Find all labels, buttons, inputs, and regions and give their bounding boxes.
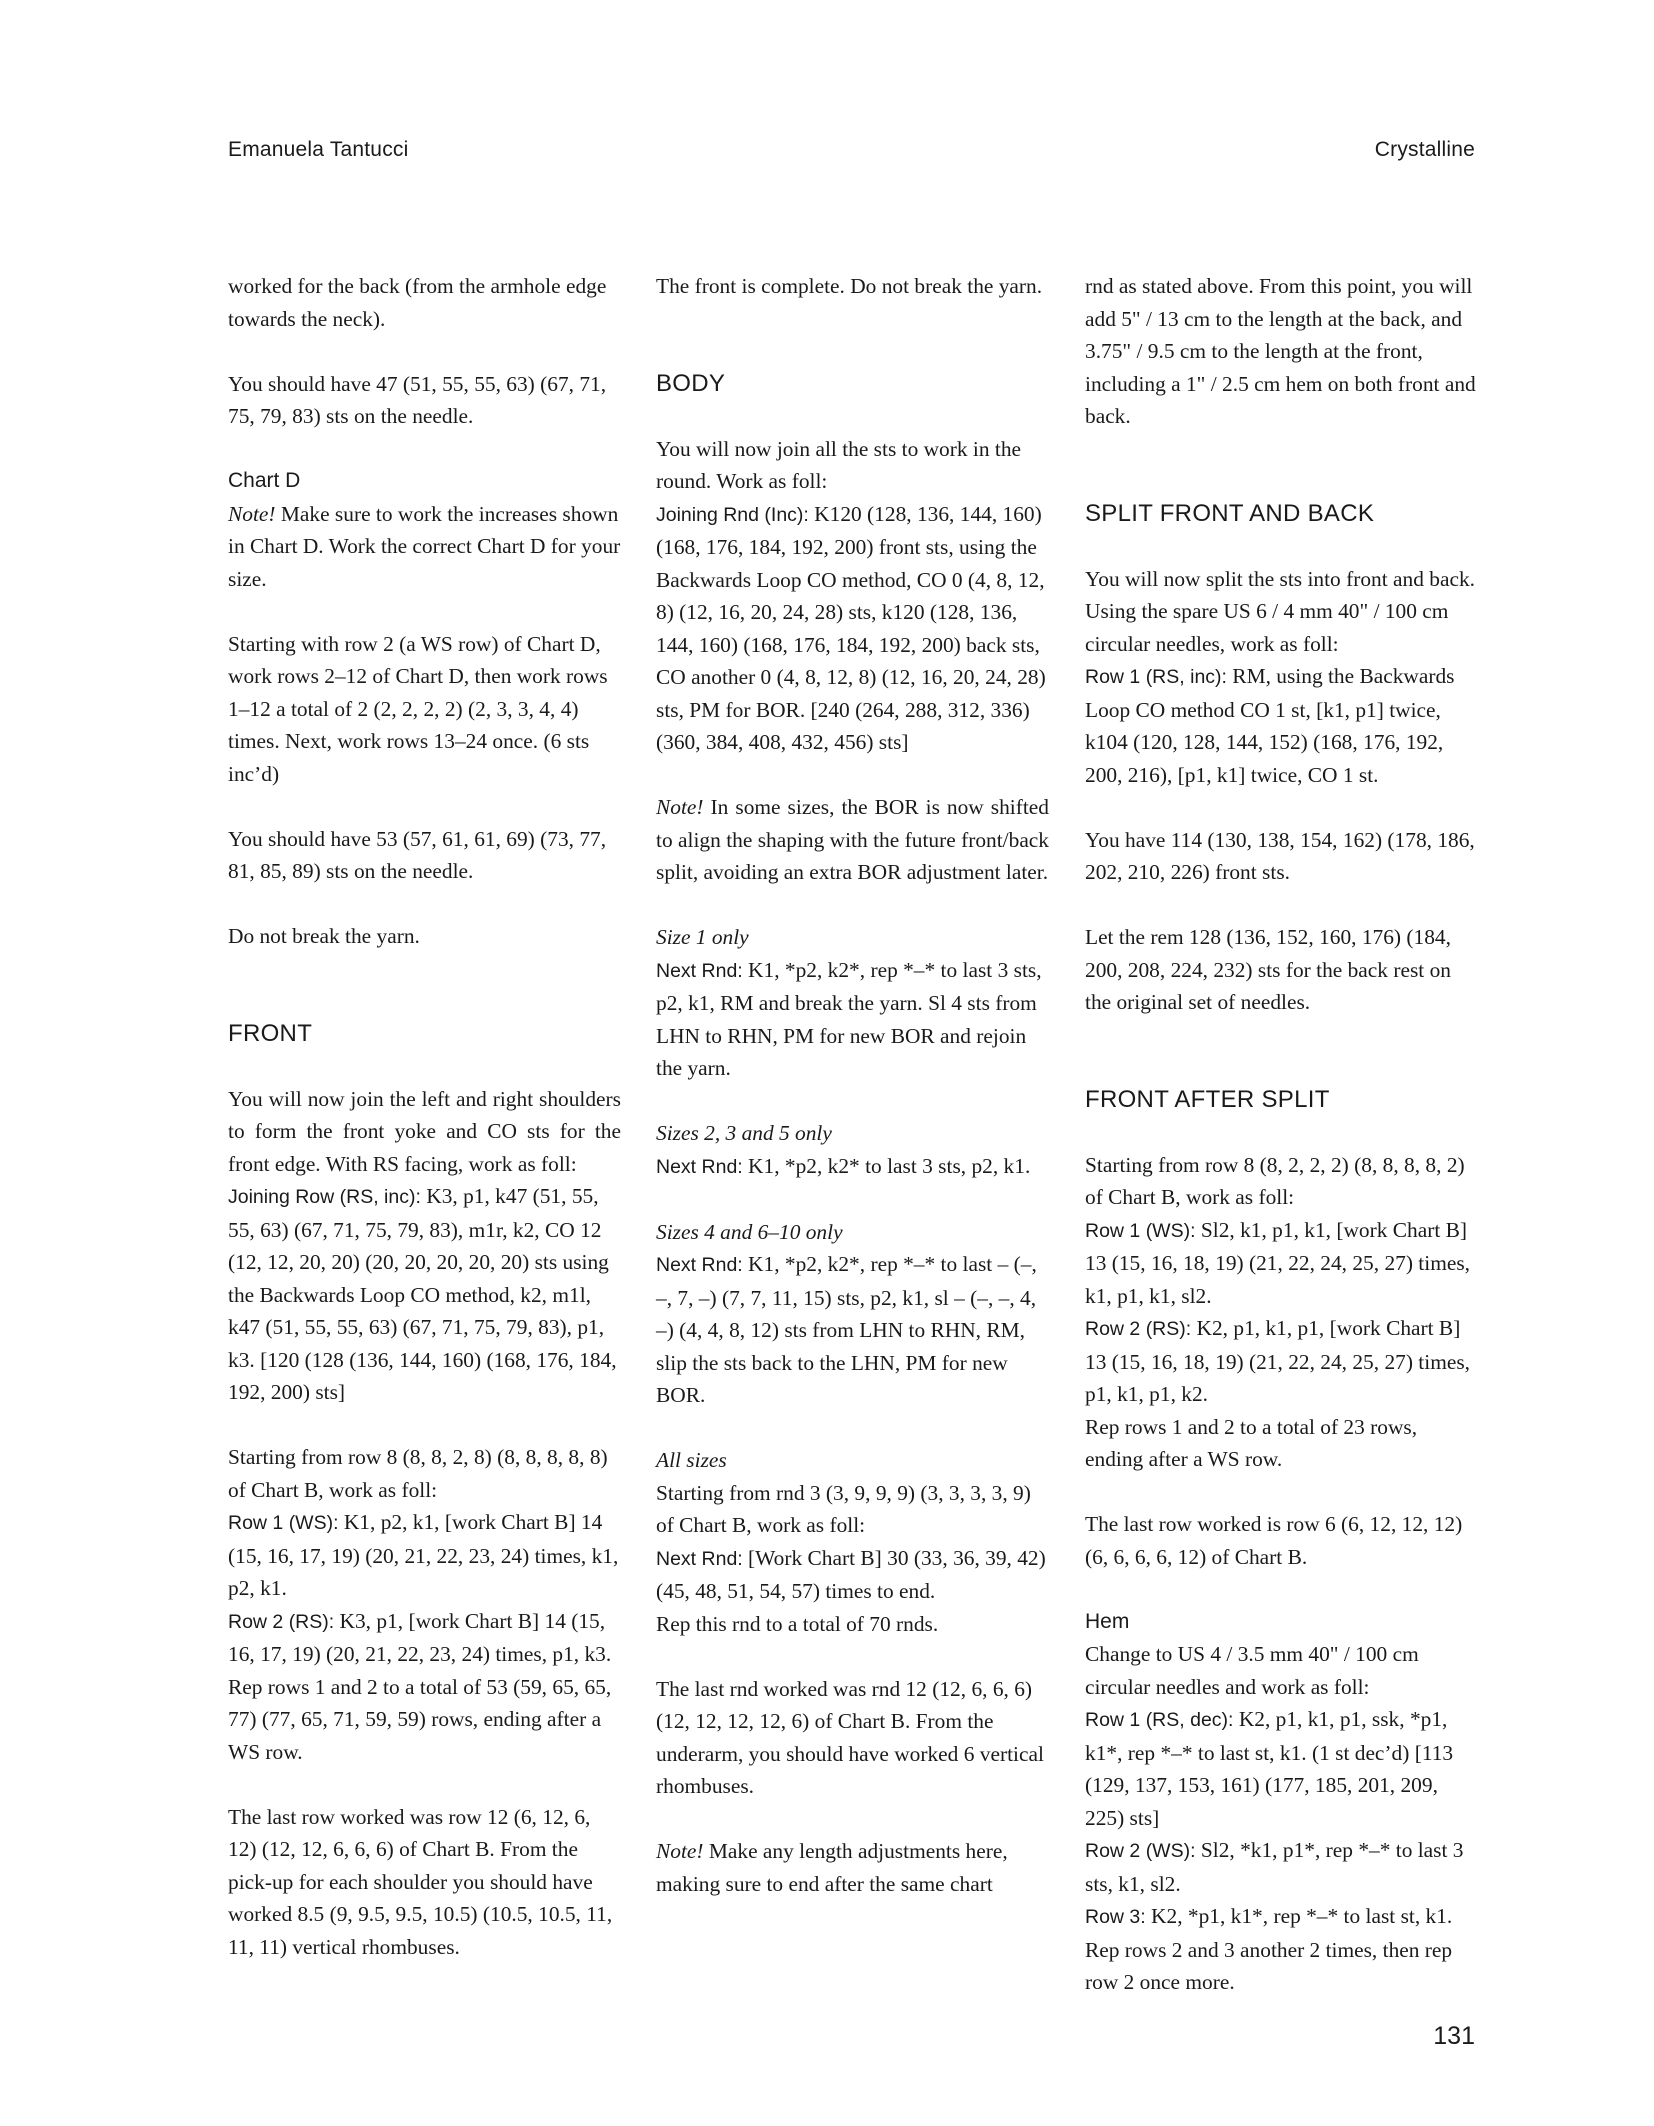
running-head [228, 138, 1475, 168]
instruction-label: Row 1 (RS, inc): [1085, 666, 1227, 688]
page-number: 131 [1433, 2022, 1475, 2050]
size-label: Sizes 4 and 6–10 only [656, 1219, 843, 1244]
paragraph: Rep this rnd to a total of 70 rnds. [656, 1611, 939, 1636]
size-label: Size 1 only [656, 925, 749, 949]
paragraph: You should have 53 (57, 61, 61, 69) (73, 77, 81, 85, 89) sts on the needle. [228, 826, 607, 883]
instruction-label: Row 2 (RS): [1085, 1318, 1192, 1340]
paragraph: Rep rows 1 and 2 to a total of 53 (59, 65, 65, 77) (77, 65, 71, 59, 59) rows, ending after a WS row. [228, 1674, 612, 1764]
pattern-title: Crystalline [1374, 138, 1475, 161]
row-instruction: Row 1 (RS, dec): K2, p1, k1, p1, ssk, *p1, k1*, rep *–* to last st, k1. (1 st dec’d) [113 (129, 137, 153, 161) (177, 185, 201, 209, 225) sts] [1085, 1707, 1454, 1830]
column-2 [656, 270, 1049, 1900]
row-instruction: Row 2 (RS): K3, p1, [work Chart B] 14 (15, 16, 17, 19) (20, 21, 22, 23, 24) times, p1, k3. [228, 1608, 612, 1666]
note-paragraph: Note! Make sure to work the increases shown in Chart D. Work the correct Chart D for your size. [228, 501, 621, 591]
paragraph: The front is complete. Do not break the yarn. [656, 274, 1043, 298]
paragraph: Change to US 4 / 3.5 mm 40" / 100 cm circular needles and work as foll: [1085, 1642, 1419, 1699]
instruction-label: Row 1 (RS, dec): [1085, 1709, 1234, 1731]
paragraph: You will now join the left and right shoulders to form the front yoke and CO sts for the front edge. With RS facing, work as foll: [228, 1086, 621, 1176]
note-paragraph: Note! Make any length adjustments here, making sure to end after the same chart [656, 1839, 1008, 1896]
paragraph: Starting from row 8 (8, 2, 2, 2) (8, 8, 8, 8, 2) of Chart B, work as foll: [1085, 1152, 1465, 1209]
joining-rnd: Joining Rnd (Inc): K120 (128, 136, 144, 160) (168, 176, 184, 192, 200) front sts, using the Backwards Loop CO method, CO 0 (4, 8, 12, 8) (12, 16, 20, 24, 28) sts, k120 (128, 136, 144, 160) (168, 176, 184, 192, 200) back sts, CO another 0 (4, 8, 12, 8) (12, 16, 20, 24, 28) sts, PM for BOR. [240 (264, 288, 312, 336) (360, 384, 408, 432, 456) sts] [656, 501, 1046, 754]
paragraph: You will now split the sts into front and back. Using the spare US 6 / 4 mm 40" / 100 cm circular needles, work as foll: [1085, 566, 1475, 656]
size-label: Sizes 2, 3 and 5 only [656, 1121, 832, 1145]
column-1 [228, 270, 621, 1996]
paragraph: You have 114 (130, 138, 154, 162) (178, 186, 202, 210, 226) front sts. [1085, 827, 1475, 884]
row-instruction: Row 1 (WS): K1, p2, k1, [work Chart B] 14 (15, 16, 17, 19) (20, 21, 22, 23, 24) times, k1, p2, k1. [228, 1510, 619, 1600]
rnd-instruction: Next Rnd: K1, *p2, k2*, rep *–* to last – (–, –, 7, –) (7, 7, 11, 15) sts, p2, k1, sl – (–, –, 4, –) (4, 4, 8, 12) sts from LHN to RHN, RM, slip the sts back to the LHN, PM for new BOR. [656, 1252, 1037, 1407]
instruction-label: Row 2 (WS): [1085, 1840, 1196, 1862]
paragraph: You will now join all the sts to work in the round. Work as foll: [656, 436, 1022, 493]
rnd-instruction: Next Rnd: [Work Chart B] 30 (33, 36, 39, 42) (45, 48, 51, 54, 57) times to end. [656, 1545, 1046, 1603]
instruction-label: Next Rnd: [656, 959, 743, 982]
size-label: All sizes [656, 1448, 727, 1472]
note-label: Note! [656, 795, 704, 819]
paragraph: Let the rem 128 (136, 152, 160, 176) (184, 200, 208, 224, 232) sts for the back rest on the original set of needles. [1085, 925, 1451, 1014]
instruction-label: Joining Rnd (Inc): [656, 503, 809, 526]
body-heading: BODY [656, 369, 726, 397]
instruction-label: Row 1 (WS): [228, 1512, 339, 1534]
row-instruction: Row 2 (RS): K2, p1, k1, p1, [work Chart B] 13 (15, 16, 18, 19) (21, 22, 24, 25, 27) times, p1, k1, p1, k2. [1085, 1316, 1470, 1406]
paragraph: Rep rows 1 and 2 to a total of 23 rows, ending after a WS row. [1085, 1414, 1418, 1471]
paragraph: Rep rows 2 and 3 another 2 times, then rep row 2 once more. [1085, 1937, 1453, 1994]
note-label: Note! [656, 1839, 704, 1863]
hem-heading: Hem [1085, 1609, 1130, 1633]
front-heading: FRONT [228, 1019, 313, 1047]
front-after-split-heading: FRONT AFTER SPLIT [1085, 1085, 1330, 1113]
paragraph: Starting from rnd 3 (3, 9, 9, 9) (3, 3, 3, 3, 9) of Chart B, work as foll: [656, 1480, 1031, 1537]
instruction-label: Row 2 (RS): [228, 1610, 335, 1633]
instruction-label: Row 1 (WS): [1085, 1219, 1196, 1242]
paragraph: The last rnd worked was rnd 12 (12, 6, 6, 6) (12, 12, 12, 12, 6) of Chart B. From the underarm, you should have worked 6 vertical rhombuses. [656, 1676, 1044, 1798]
joining-row: Joining Row (RS, inc): K3, p1, k47 (51, 55, 55, 63) (67, 71, 75, 79, 83), m1r, k2, CO 12 (12, 12, 20, 20) (20, 20, 20, 20, 20) sts using the Backwards Loop CO method, k2, m1l, k47 (51, 55, 55, 63) (67, 71, 75, 79, 83), p1, k3. [120 (128 (136, 144, 160) (168, 176, 184, 192, 200) sts] [228, 1184, 617, 1404]
paragraph: Starting with row 2 (a WS row) of Chart D, work rows 2–12 of Chart D, then work rows 1–12 a total of 2 (2, 2, 2, 2) (2, 3, 3, 4, 4) times. Next, work rows 13–24 once. (6 sts inc’d) [228, 631, 608, 786]
row-instruction: Row 2 (WS): Sl2, *k1, p1*, rep *–* to last 3 sts, k1, sl2. [1085, 1838, 1464, 1896]
instruction-label: Joining Row (RS, inc): [228, 1186, 421, 1208]
split-heading: SPLIT FRONT AND BACK [1085, 499, 1375, 527]
paragraph: worked for the back (from the armhole edge towards the neck). [228, 274, 607, 331]
instruction-label: Row 3: [1085, 1906, 1146, 1928]
row-instruction: Row 3: K2, *p1, k1*, rep *–* to last st, k1. [1085, 1904, 1453, 1928]
paragraph: Starting from row 8 (8, 8, 2, 8) (8, 8, 8, 8, 8) of Chart B, work as foll: [228, 1445, 608, 1502]
note-paragraph: Note! In some sizes, the BOR is now shifted to align the shaping with the future front/back split, avoiding an extra BOR adjustment later. [656, 795, 1049, 884]
paragraph: The last row worked was row 12 (6, 12, 6, 12) (12, 12, 6, 6, 6) of Chart B. From the pick-up for each shoulder you should have worked 8.5 (9, 9.5, 9.5, 10.5) (10.5, 10.5, 11, 11, 11) vertical rhombuses. [228, 1804, 613, 1959]
rnd-instruction: Next Rnd: K1, *p2, k2* to last 3 sts, p2, k1. [656, 1153, 1031, 1178]
row-instruction: Row 1 (WS): Sl2, k1, p1, k1, [work Chart B] 13 (15, 16, 18, 19) (21, 22, 24, 25, 27) times, k1, p1, k1, sl2. [1085, 1217, 1470, 1308]
paragraph: Do not break the yarn. [228, 924, 420, 948]
note-label: Note! [228, 501, 276, 526]
row-instruction: Row 1 (RS, inc): RM, using the Backwards Loop CO method CO 1 st, [k1, p1] twice, k104 (120, 128, 144, 152) (168, 176, 192, 200, 216), [p1, k1] twice, CO 1 st. [1085, 664, 1455, 787]
column-3 [1085, 270, 1478, 1999]
instruction-label: Next Rnd: [656, 1547, 743, 1570]
chart-d-heading: Chart D [228, 469, 301, 492]
paragraph: You should have 47 (51, 55, 55, 63) (67, 71, 75, 79, 83) sts on the needle. [228, 371, 607, 428]
instruction-label: Next Rnd: [656, 1155, 743, 1178]
author-name: Emanuela Tantucci [228, 138, 409, 161]
instruction-label: Next Rnd: [656, 1254, 743, 1276]
paragraph: The last row worked is row 6 (6, 12, 12, 12) (6, 6, 6, 6, 12) of Chart B. [1085, 1512, 1463, 1569]
rnd-instruction: Next Rnd: K1, *p2, k2*, rep *–* to last 3 sts, p2, k1, RM and break the yarn. Sl 4 sts from LHN to RHN, PM for new BOR and rejoin the yarn. [656, 957, 1042, 1080]
paragraph: rnd as stated above. From this point, you will add 5" / 13 cm to the length at the back, and 3.75" / 9.5 cm to the length at the front, including a 1" / 2.5 cm hem on both front and back. [1085, 274, 1476, 428]
